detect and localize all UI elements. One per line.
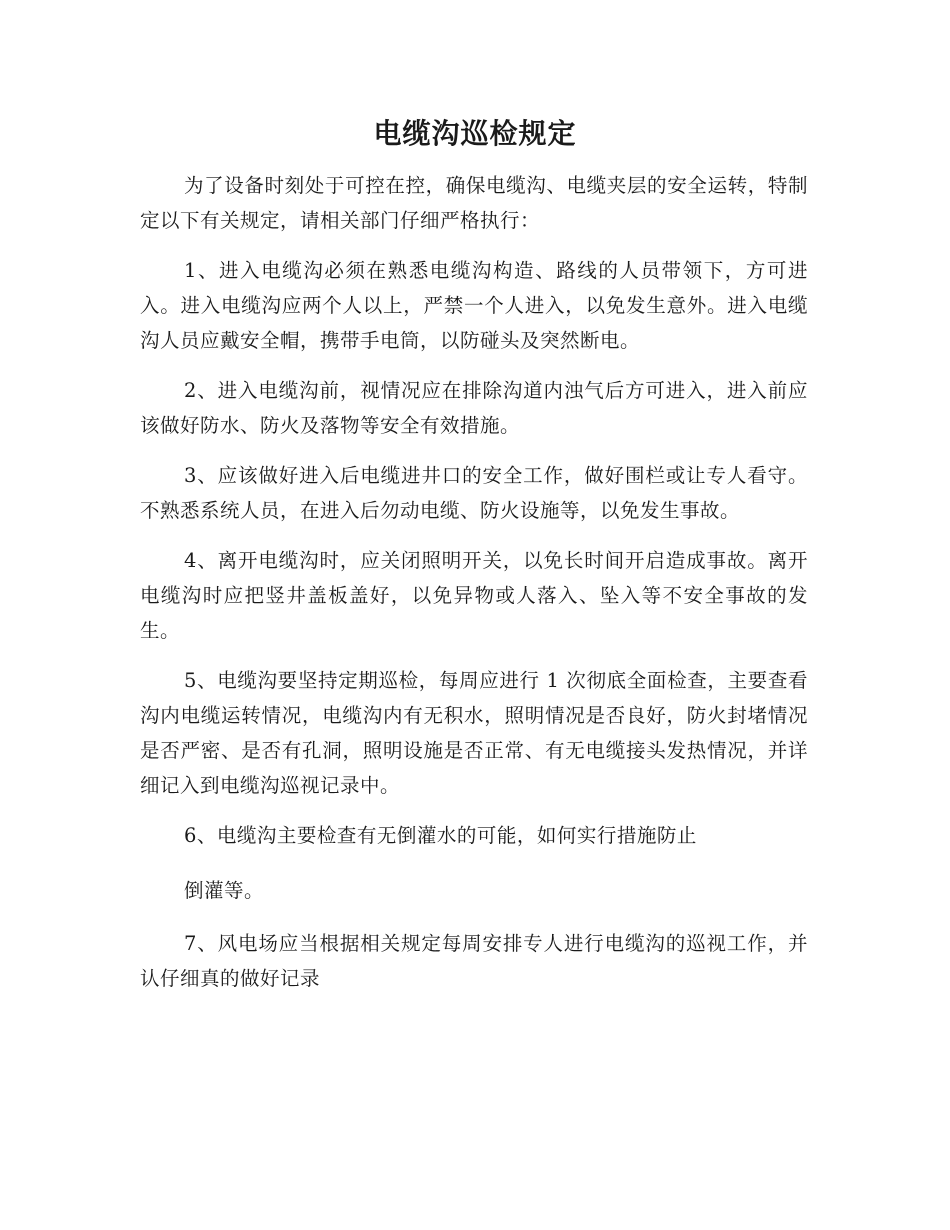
intro-paragraph: 为了设备时刻处于可控在控，确保电缆沟、电缆夹层的安全运转，特制定以下有关规定，请相关部门仔细严格执行： [140,174,808,232]
rule-item-1: 1、进入电缆沟必须在熟悉电缆沟构造、路线的人员带领下，方可进入。进入电缆沟应两个人以上，严禁一个人进入，以免发生意外。进入电缆沟人员应戴安全帽，携带手电筒，以防碰头及突然断电。 [140,259,808,352]
rule-item-6-continued: 倒灌等。 [184,879,265,902]
rule-item-2: 2、进入电缆沟前，视情况应在排除沟道内浊气后方可进入，进入前应该做好防水、防火及落物等安全有效措施。 [140,379,808,437]
rule-item-3: 3、应该做好进入后电缆进井口的安全工作，做好围栏或让专人看守。不熟悉系统人员，在进入后勿动电缆、防火设施等，以免发生事故。 [140,464,808,522]
rule-item-5: 5、电缆沟要坚持定期巡检，每周应进行 1 次彻底全面检查，主要查看沟内电缆运转情况，电缆沟内有无积水，照明情况是否良好，防火封堵情况是否严密、是否有孔洞，照明设施是否正常、有无电缆接头发热情况，并详细记入到电缆沟巡视记录中。 [140,669,808,797]
rule-item-6: 6、电缆沟主要检查有无倒灌水的可能，如何实行措施防止 [184,824,697,847]
document-title: 电缆沟巡检规定 [373,117,577,150]
rule-item-7: 7、风电场应当根据相关规定每周安排专人进行电缆沟的巡视工作，并认仔细真的做好记录 [140,932,808,990]
document-body [140,168,808,1011]
rule-item-4: 4、离开电缆沟时，应关闭照明开关，以免长时间开启造成事故。离开电缆沟时应把竖井盖板盖好，以免异物或人落入、坠入等不安全事故的发生。 [140,549,808,642]
